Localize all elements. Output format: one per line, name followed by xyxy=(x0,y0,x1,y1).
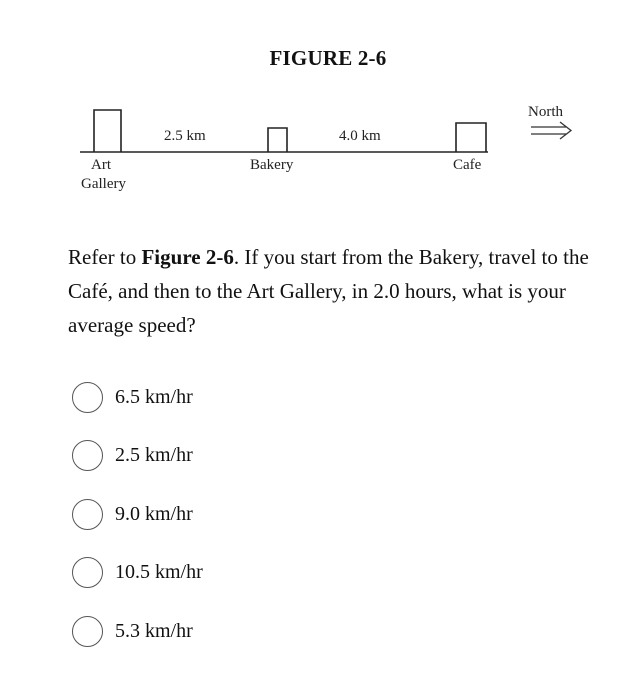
answer-option[interactable] xyxy=(72,382,193,413)
answer-option[interactable] xyxy=(72,557,203,588)
answer-option-label: 5.3 km/hr xyxy=(115,620,193,642)
north-arrow-icon xyxy=(531,122,571,139)
art-gallery-building xyxy=(94,110,121,152)
answer-option-label: 9.0 km/hr xyxy=(115,503,193,525)
label-distance-left: 2.5 km xyxy=(164,128,206,144)
answer-option-label: 6.5 km/hr xyxy=(115,386,193,408)
figure-diagram xyxy=(0,0,625,230)
cafe-building xyxy=(456,123,486,152)
answer-option[interactable] xyxy=(72,499,193,530)
question-figure-ref: Figure 2-6 xyxy=(141,245,234,269)
radio-button[interactable] xyxy=(72,440,103,471)
label-art-line1: Art xyxy=(91,157,111,173)
answer-option-label: 2.5 km/hr xyxy=(115,444,193,466)
label-north: North xyxy=(528,104,563,120)
label-art-line2: Gallery xyxy=(81,176,126,192)
radio-button[interactable] xyxy=(72,557,103,588)
label-distance-right: 4.0 km xyxy=(339,128,381,144)
radio-button[interactable] xyxy=(72,382,103,413)
bakery-building xyxy=(268,128,287,152)
radio-button[interactable] xyxy=(72,616,103,647)
answer-option-label: 10.5 km/hr xyxy=(115,561,203,583)
label-bakery: Bakery xyxy=(250,157,294,173)
question-text xyxy=(68,240,598,342)
figure-title: FIGURE 2-6 xyxy=(269,46,387,70)
question-prefix: Refer to xyxy=(68,245,142,269)
question-body: . If you start from the Bakery, travel to the Café, and then to the Art Gallery, in 2.0 hours, what is your average speed? xyxy=(68,245,589,337)
answer-option[interactable] xyxy=(72,440,193,471)
label-cafe: Cafe xyxy=(453,157,482,173)
answer-option[interactable] xyxy=(72,616,193,647)
radio-button[interactable] xyxy=(72,499,103,530)
